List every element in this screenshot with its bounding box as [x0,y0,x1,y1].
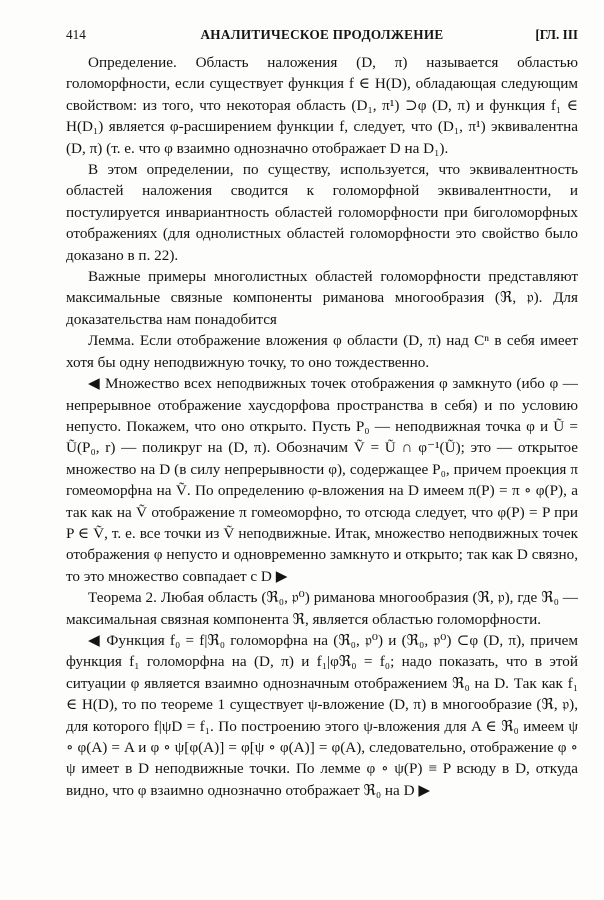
remark-paragraph: В этом определении, по существу, используется, что эквивалентность областей наложения сводится к голоморфной эквивалентности, и постулируется инвариантность областей голоморфности при биголоморфных отображениях (для однолистных областей голоморфности это свойство было доказано в п. 22). [66,161,578,264]
running-title: АНАЛИТИЧЕСКОЕ ПРОДОЛЖЕНИЕ [200,27,444,42]
chapter-label: [ГЛ. III [535,27,578,42]
examples-paragraph: Важные примеры многолистных областей голоморфности представляют максимальные связные компоненты риманова многообразия (ℜ, 𝔭). Для доказательства нам понадобится [66,268,578,328]
page-number: 414 [66,27,86,42]
definition-paragraph: Определение. Область наложения (D, π) называется областью голоморфности, если существует функция f ∈ H(D), обладающая следующим свойством: из того, что некоторая область (D₁, π¹) ⊃φ (D, π) и функция f₁ ∈ H(D₁) является φ-расширением функции f, следует, что (D₁, π¹) эквивалентна (D, π) (т. е. что φ взаимно однозначно отображает D на D₁). [66,54,578,157]
lemma-proof: ◀ Множество всех неподвижных точек отображения φ замкнуто (ибо φ — непрерывное отображение хаусдорфова пространства в себя) и по условию непусто. Покажем, что оно открыто. Пусть P₀ — неподвижная точка φ и Ũ = Ũ(P₀, r) — поликруг на (D, π). Обозначим Ṽ = Ũ ∩ φ⁻¹(Ũ); это — открытое множество на D (в силу непрерывности φ), содержащее P₀, причем проекция π гомеоморфна на Ṽ. По определению φ-вложения на D имеем π(P) = π ∘ φ(P), а так как на Ṽ отображение π гомеоморфно, то отсюда следует, что φ(P) = P при P ∈ Ṽ, т. е. все точки из Ṽ неподвижные. Итак, множество неподвижных точек отображения φ непусто и одновременно замкнуто и открыто; так как D связно, то это множество совпадает с D ▶ [66,375,578,585]
lemma-statement: Лемма. Если отображение вложения φ области (D, π) над Cⁿ в себя имеет хотя бы одну неподвижную точку, то оно тождественно. [66,332,578,371]
theorem-2-statement: Теорема 2. Любая область (ℜ₀, 𝔭⁰) риманова многообразия (ℜ, 𝔭), где ℜ₀ — максимальная связная компонента ℜ, является областью голоморфности. [66,589,578,628]
running-header [66,24,578,52]
theorem-2-proof: ◀ Функция f₀ = f|ℜ₀ голоморфна на (ℜ₀, 𝔭⁰) и (ℜ₀, 𝔭⁰) ⊂φ (D, π), причем функция f₁ голоморфна на (D, π) и f₁|φℜ₀ = f₀; надо показать, что в этой ситуации φ является взаимно однозначным отображением ℜ₀ на D. Так как f₁ ∈ H(D), то по теореме 1 существует ψ-вложение (D, π) в многообразие (ℜ, 𝔭), для которого f|ψD = f₁. По построению этого ψ-вложения для A ∈ ℜ₀ имеем ψ ∘ φ(A) = A и φ ∘ ψ[φ(A)] = φ[ψ ∘ φ(A)] = φ(A), следовательно, отображение φ ∘ ψ имеет в D неподвижные точки. По лемме φ ∘ ψ(P) ≡ P всюду в D, откуда видно, что φ взаимно однозначно отображает ℜ₀ на D ▶ [66,631,578,799]
